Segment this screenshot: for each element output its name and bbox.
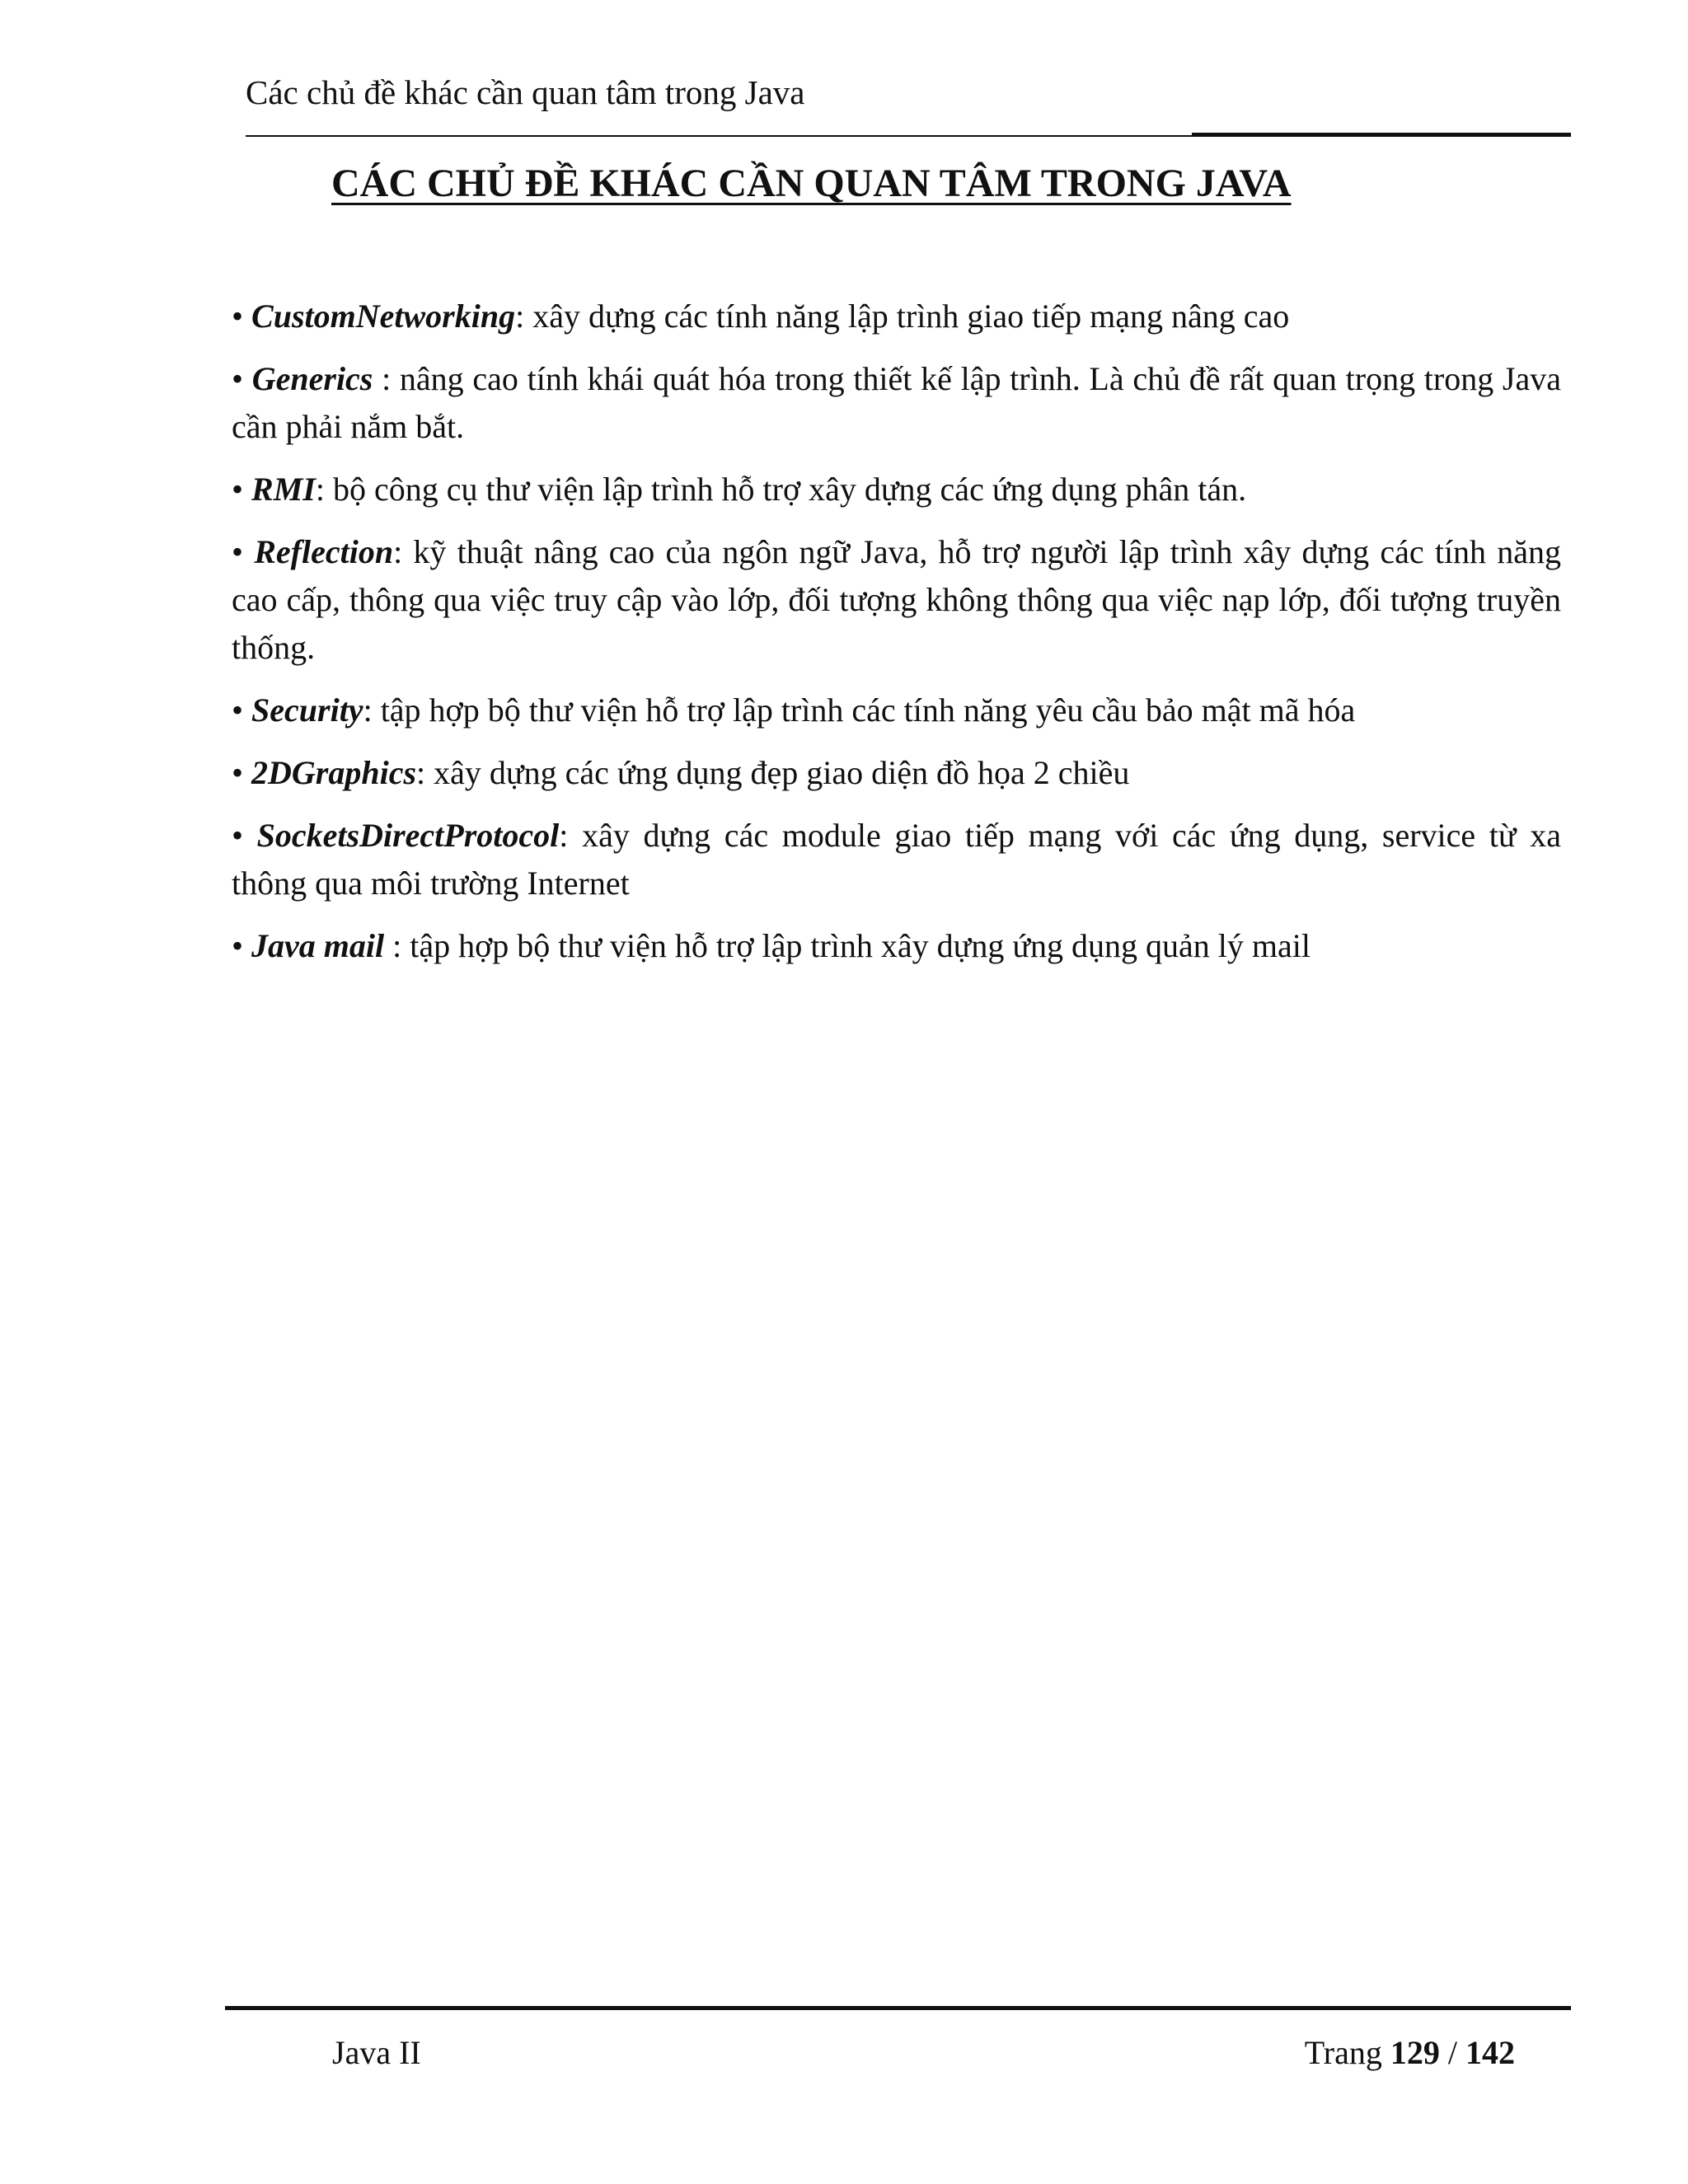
list-item	[232, 355, 1561, 451]
page-separator: /	[1447, 2034, 1457, 2071]
footer-rule	[225, 2006, 1571, 2010]
topic-term: Reflection	[254, 533, 394, 570]
list-item	[232, 922, 1561, 970]
list-item	[232, 812, 1561, 907]
bullet: •	[232, 471, 244, 508]
bullet: •	[232, 360, 244, 397]
bullet: •	[232, 298, 244, 335]
list-item	[232, 293, 1561, 340]
topic-term: Generics	[251, 360, 373, 397]
topic-list	[232, 293, 1561, 985]
topic-description: kỹ thuật nâng cao của ngôn ngữ Java, hỗ trợ người lập trình xây dựng các tính năng cao cấp, thông qua việc truy cập vào lớp, đối tượng không thông qua việc nạp lớp, đối tượng truyền thống.	[232, 533, 1562, 666]
term-separator: :	[515, 298, 533, 335]
bullet: •	[232, 754, 244, 791]
topic-term: RMI	[251, 471, 316, 508]
list-item	[232, 528, 1561, 672]
topic-term: SocketsDirectProtocol	[256, 817, 560, 854]
page-total: 142	[1465, 2034, 1515, 2071]
term-separator: :	[559, 817, 583, 854]
page-number	[1305, 2029, 1515, 2077]
topic-term: Security	[251, 691, 363, 729]
term-separator: :	[384, 927, 410, 964]
header-rule	[246, 135, 1193, 137]
topic-term: Java mail	[251, 927, 385, 964]
topic-description: tập hợp bộ thư viện hỗ trợ lập trình các tính năng yêu cầu bảo mật mã hóa	[380, 691, 1356, 729]
topic-description: xây dựng các tính năng lập trình giao tiếp mạng nâng cao	[532, 298, 1290, 335]
list-item	[232, 466, 1561, 513]
topic-description: xây dựng các ứng dụng đẹp giao diện đồ họa 2 chiều	[434, 754, 1130, 791]
running-header: Các chủ đề khác cần quan tâm trong Java	[246, 73, 805, 111]
topic-description: nâng cao tính khái quát hóa trong thiết kế lập trình. Là chủ đề rất quan trọng trong Java cần phải nắm bắt.	[232, 360, 1562, 445]
bullet: •	[232, 691, 244, 729]
topic-term: 2DGraphics	[251, 754, 417, 791]
bullet: •	[232, 817, 244, 854]
bullet: •	[232, 533, 244, 570]
list-item	[232, 687, 1561, 734]
term-separator: :	[393, 533, 414, 570]
bullet: •	[232, 927, 244, 964]
term-separator: :	[373, 360, 400, 397]
term-separator: :	[363, 691, 381, 729]
footer-course: Java II	[332, 2034, 421, 2071]
list-item	[232, 749, 1561, 797]
header-rule-accent	[1192, 133, 1571, 137]
topic-description: xây dựng các module giao tiếp mạng với các ứng dụng, service từ xa thông qua môi trường Internet	[232, 817, 1561, 902]
topic-description: bộ công cụ thư viện lập trình hỗ trợ xây dựng các ứng dụng phân tán.	[332, 471, 1247, 508]
page-title: CÁC CHỦ ĐỀ KHÁC CẦN QUAN TÂM TRONG JAVA	[331, 162, 1292, 205]
topic-term: CustomNetworking	[251, 298, 516, 335]
term-separator: :	[315, 471, 333, 508]
term-separator: :	[416, 754, 434, 791]
topic-description: tập hợp bộ thư viện hỗ trợ lập trình xây dựng ứng dụng quản lý mail	[410, 927, 1311, 964]
page-current: 129	[1390, 2034, 1440, 2071]
page-word: Trang	[1304, 2034, 1382, 2071]
